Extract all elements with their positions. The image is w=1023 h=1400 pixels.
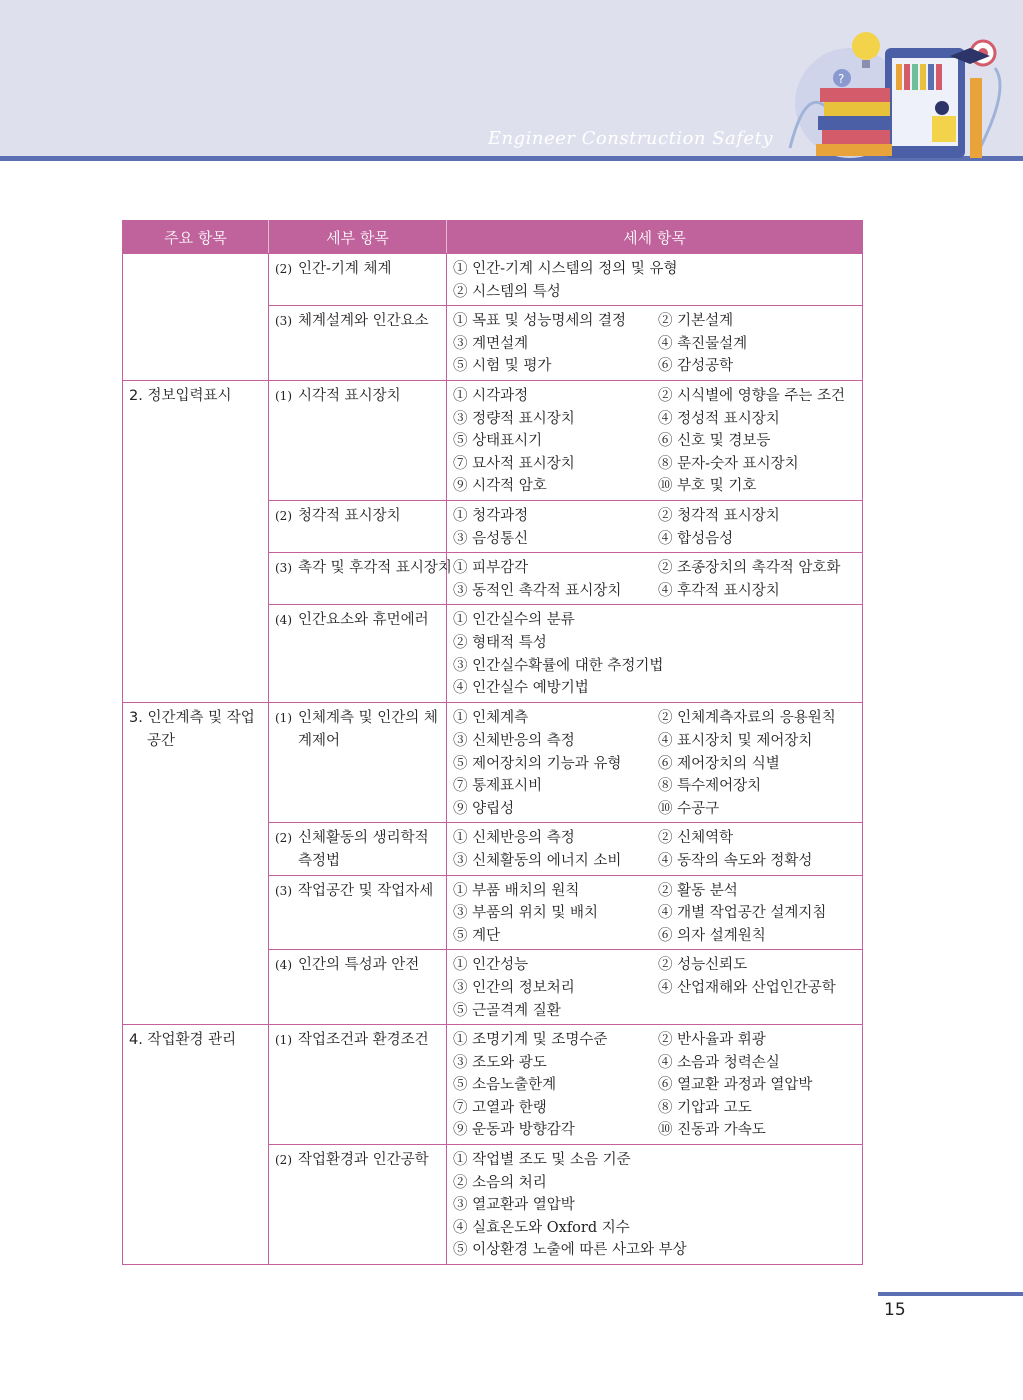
detail-item [658, 310, 858, 333]
table-row [123, 1025, 863, 1145]
detail-item [658, 430, 858, 453]
detail-item-text: ① 시각과정 [453, 387, 529, 404]
detail-item-text: ⑤ 근골격계 질환 [453, 1002, 561, 1019]
detail-item [658, 408, 858, 431]
series-title: Engineer Construction Safety [487, 128, 773, 149]
detail-item-text: ② 청각적 표시장치 [658, 507, 780, 524]
detail-item [453, 632, 858, 655]
detail-item [658, 880, 858, 903]
detail-item-text: ② 소음의 처리 [453, 1174, 547, 1191]
main-item-label: 3. 인간계측 및 작업 [129, 710, 255, 727]
detail-item-text: ③ 동적인 촉각적 표시장치 [453, 582, 622, 599]
sub-item-number: (1) [275, 711, 292, 726]
detail-item-text: ② 조종장치의 촉각적 암호화 [658, 560, 841, 577]
detail-item [453, 1119, 658, 1142]
detail-item-cell [447, 605, 863, 703]
detail-item-text: ③ 인간의 정보처리 [453, 979, 575, 996]
detail-item [453, 258, 858, 281]
detail-item-text: ② 활동 분석 [658, 882, 738, 899]
detail-item-text: ⑨ 시각적 암호 [453, 478, 547, 495]
sub-item-label: 인간의 특성과 안전 [298, 957, 420, 974]
detail-item-text: ① 부품 배치의 원칙 [453, 882, 580, 899]
sub-item-cell [269, 1025, 447, 1145]
detail-item [658, 528, 858, 551]
detail-item-text: ④ 실효온도와 Oxford 지수 [453, 1219, 630, 1236]
detail-item [453, 954, 658, 977]
table-row [123, 703, 863, 823]
detail-item-text: ② 시스템의 특성 [453, 283, 561, 300]
detail-item-text: ⑧ 문자-숫자 표시장치 [658, 455, 799, 472]
detail-item [453, 977, 658, 1000]
detail-item-text: ② 형태적 특성 [453, 634, 547, 651]
detail-item-cell [447, 254, 863, 306]
detail-item [453, 1217, 858, 1240]
detail-item-text: ① 피부감각 [453, 560, 529, 577]
detail-item-text: ① 인간-기계 시스템의 정의 및 유형 [453, 261, 678, 277]
detail-item [453, 677, 858, 700]
sub-item-cell [269, 380, 447, 500]
detail-item-text: ⑤ 이상환경 노출에 따른 사고와 부상 [453, 1242, 687, 1259]
main-item-cell [123, 1025, 269, 1265]
detail-item-text: ④ 후각적 표시장치 [658, 582, 780, 599]
sub-item-number: (3) [275, 561, 292, 576]
detail-item-text: ⑤ 제어장치의 기능과 유형 [453, 755, 622, 772]
detail-item-text: ④ 동작의 속도와 정확성 [658, 852, 813, 869]
detail-item-text: ① 목표 및 성능명세의 결정 [453, 313, 627, 330]
table-header-row [123, 221, 863, 254]
detail-item-cell [447, 306, 863, 381]
detail-item-text: ① 작업별 조도 및 소음 기준 [453, 1152, 631, 1169]
sub-item-label: 계제어 [298, 732, 341, 749]
header-main-item: 주요 항목 [123, 221, 269, 254]
sub-item-label: 인간-기계 체계 [298, 261, 392, 277]
main-item-label: 4. 작업환경 관리 [129, 1032, 237, 1049]
detail-item [658, 730, 858, 753]
sub-item-label: 작업조건과 환경조건 [298, 1032, 429, 1049]
detail-item [658, 1097, 858, 1120]
detail-item [658, 355, 858, 378]
detail-item-text: ② 시식별에 영향을 주는 조건 [658, 387, 846, 404]
detail-item-cell [447, 1025, 863, 1145]
detail-item [453, 1029, 658, 1052]
detail-item [453, 1194, 858, 1217]
detail-item [453, 707, 658, 730]
detail-item [453, 753, 658, 776]
sub-item-cell [269, 254, 447, 306]
detail-item-text: ① 조명기계 및 조명수준 [453, 1032, 608, 1049]
detail-item [658, 333, 858, 356]
sub-item-cell [269, 306, 447, 381]
detail-item [658, 954, 858, 977]
detail-item-cell [447, 553, 863, 605]
detail-item [453, 730, 658, 753]
sub-item-cell [269, 703, 447, 823]
detail-item [658, 1074, 858, 1097]
detail-item-text: ⑤ 계단 [453, 927, 501, 944]
main-item-label: 공간 [147, 732, 176, 749]
table-row [123, 380, 863, 500]
detail-item-text: ③ 열교환과 열압박 [453, 1197, 575, 1214]
detail-item [453, 281, 858, 304]
sub-item-number: (2) [275, 262, 292, 276]
sub-item-label: 측정법 [298, 852, 341, 869]
detail-item-text: ③ 음성통신 [453, 530, 529, 547]
detail-item-text: ① 신체반응의 측정 [453, 830, 575, 847]
detail-item [453, 609, 858, 632]
detail-item-text: ⑩ 부호 및 기호 [658, 478, 757, 495]
detail-item-text: ⑨ 양립성 [453, 800, 515, 817]
detail-item-text: ⑧ 기압과 고도 [658, 1099, 752, 1116]
sub-item-number: (4) [275, 613, 292, 628]
detail-item [658, 850, 858, 873]
sub-item-cell [269, 823, 447, 875]
detail-item-text: ① 인체계측 [453, 710, 529, 727]
detail-item-cell [447, 380, 863, 500]
detail-item-cell [447, 950, 863, 1025]
detail-item-text: ② 반사율과 휘광 [658, 1032, 766, 1049]
detail-item [658, 505, 858, 528]
sub-item-number: (3) [275, 314, 292, 329]
sub-item-label: 인간요소와 휴먼에러 [298, 612, 429, 629]
detail-item [453, 408, 658, 431]
detail-item-text: ⑥ 제어장치의 식별 [658, 755, 780, 772]
detail-item [453, 798, 658, 821]
page-number-bar [878, 1292, 1023, 1296]
detail-item-cell [447, 500, 863, 552]
detail-item [453, 827, 658, 850]
detail-item-cell [447, 823, 863, 875]
table-body [123, 254, 863, 1265]
sub-item-label: 시각적 표시장치 [298, 387, 401, 404]
detail-item-text: ⑥ 의자 설계원칙 [658, 927, 766, 944]
detail-item [658, 453, 858, 476]
sub-item-number: (1) [275, 388, 292, 403]
detail-item [658, 1119, 858, 1142]
detail-item [453, 1149, 858, 1172]
detail-item-text: ④ 소음과 청력손실 [658, 1054, 780, 1071]
detail-item-text: ④ 인간실수 예방기법 [453, 680, 589, 697]
detail-item [453, 925, 658, 948]
detail-item [453, 355, 658, 378]
detail-item [453, 475, 658, 498]
study-illustration-icon [780, 8, 1020, 158]
detail-item-cell [447, 1145, 863, 1265]
detail-item-text: ⑥ 감성공학 [658, 358, 734, 375]
sub-item-number: (2) [275, 831, 292, 846]
sub-item-number: (2) [275, 508, 292, 523]
sub-item-label: 촉각 및 후각적 표시장치 [298, 560, 452, 577]
detail-item [453, 385, 658, 408]
detail-item [453, 528, 658, 551]
sub-item-label: 인체계측 및 인간의 체 [298, 710, 438, 727]
sub-item-cell [269, 875, 447, 950]
detail-item-text: ② 신체역학 [658, 830, 734, 847]
detail-item-text: ② 인체계측자료의 응용원칙 [658, 710, 836, 727]
detail-item [453, 505, 658, 528]
detail-item-text: ④ 개별 작업공간 설계지침 [658, 905, 827, 922]
detail-item [658, 902, 858, 925]
detail-item-text: ⑩ 진동과 가속도 [658, 1122, 766, 1139]
sub-item-number: (2) [275, 1153, 292, 1168]
detail-item-text: ④ 정성적 표시장치 [658, 410, 780, 427]
detail-item [658, 925, 858, 948]
detail-item-text: ⑦ 묘사적 표시장치 [453, 455, 575, 472]
detail-item-cell [447, 875, 863, 950]
detail-item [453, 333, 658, 356]
detail-item [658, 385, 858, 408]
detail-item-text: ④ 산업재해와 산업인간공학 [658, 979, 836, 996]
sub-item-cell [269, 500, 447, 552]
detail-item-text: ③ 조도와 광도 [453, 1054, 547, 1071]
page-number: 15 [884, 1300, 906, 1320]
detail-item [453, 310, 658, 333]
detail-item-text: ① 인간실수의 분류 [453, 612, 575, 629]
detail-item-text: ⑨ 운동과 방향감각 [453, 1122, 575, 1139]
detail-item-text: ④ 합성음성 [658, 530, 734, 547]
detail-item-cell [447, 703, 863, 823]
detail-item [658, 753, 858, 776]
detail-item [658, 775, 858, 798]
header-detail-item: 세세 항목 [447, 221, 863, 254]
detail-item-text: ③ 신체활동의 에너지 소비 [453, 852, 622, 869]
detail-item-text: ① 청각과정 [453, 507, 529, 524]
detail-item-text: ② 기본설계 [658, 313, 734, 330]
detail-item [658, 798, 858, 821]
detail-item [453, 557, 658, 580]
main-item-label: 2. 정보입력표시 [129, 387, 232, 404]
detail-item-text: ⑤ 소음노출한계 [453, 1077, 557, 1094]
sub-item-cell [269, 1145, 447, 1265]
sub-item-label: 체계설계와 인간요소 [298, 313, 429, 330]
sub-item-label: 작업환경과 인간공학 [298, 1152, 429, 1169]
detail-item [658, 1029, 858, 1052]
detail-item [453, 430, 658, 453]
detail-item-text: ⑦ 통제표시비 [453, 778, 543, 795]
main-item-cell [123, 254, 269, 381]
header-sub-item: 세부 항목 [269, 221, 447, 254]
detail-item-text: ② 성능신뢰도 [658, 957, 748, 974]
detail-item [453, 1172, 858, 1195]
detail-item [453, 1074, 658, 1097]
detail-item [453, 1052, 658, 1075]
main-item-cell [123, 703, 269, 1025]
detail-item-text: ③ 부품의 위치 및 배치 [453, 905, 598, 922]
svg-text:?: ? [838, 72, 845, 86]
detail-item-text: ③ 신체반응의 측정 [453, 732, 575, 749]
detail-item-text: ⑤ 상태표시기 [453, 433, 543, 450]
sub-item-cell [269, 553, 452, 605]
detail-item [453, 453, 658, 476]
detail-item-text: ⑥ 신호 및 경보등 [658, 433, 771, 450]
detail-item [453, 655, 858, 678]
detail-item [658, 707, 858, 730]
detail-item-text: ⑧ 특수제어장치 [658, 778, 762, 795]
detail-item [453, 775, 658, 798]
detail-item [453, 880, 658, 903]
detail-item [453, 580, 658, 603]
detail-item [453, 1097, 658, 1120]
detail-item [658, 827, 858, 850]
detail-item-text: ④ 표시장치 및 제어장치 [658, 732, 813, 749]
detail-item-text: ⑦ 고열과 한랭 [453, 1099, 547, 1116]
sub-item-cell [269, 605, 447, 703]
table-row [123, 254, 863, 306]
detail-item [658, 1052, 858, 1075]
detail-item [658, 475, 858, 498]
detail-item-text: ③ 정량적 표시장치 [453, 410, 575, 427]
detail-item-text: ③ 인간실수확률에 대한 추정기법 [453, 657, 664, 674]
main-item-cell [123, 380, 269, 702]
sub-item-number: (4) [275, 958, 292, 973]
detail-item [453, 1000, 658, 1023]
detail-item-text: ⑩ 수공구 [658, 800, 720, 817]
detail-item-text: ④ 촉진물설계 [658, 335, 748, 352]
detail-item-text: ③ 계면설계 [453, 335, 529, 352]
sub-item-label: 작업공간 및 작업자세 [298, 882, 434, 899]
syllabus-table [122, 220, 863, 1265]
sub-item-number: (1) [275, 1033, 292, 1048]
detail-item [453, 850, 658, 873]
detail-item [658, 557, 858, 580]
detail-item-text: ⑤ 시험 및 평가 [453, 358, 552, 375]
detail-item-text: ⑥ 열교환 과정과 열압박 [658, 1077, 813, 1094]
sub-item-cell [269, 950, 447, 1025]
sub-item-label: 청각적 표시장치 [298, 507, 401, 524]
detail-item-text: ① 인간성능 [453, 957, 529, 974]
detail-item [453, 902, 658, 925]
sub-item-number: (3) [275, 883, 292, 898]
sub-item-label: 신체활동의 생리학적 [298, 830, 429, 847]
detail-item [658, 580, 858, 603]
detail-item [658, 977, 858, 1000]
detail-item [453, 1239, 858, 1262]
